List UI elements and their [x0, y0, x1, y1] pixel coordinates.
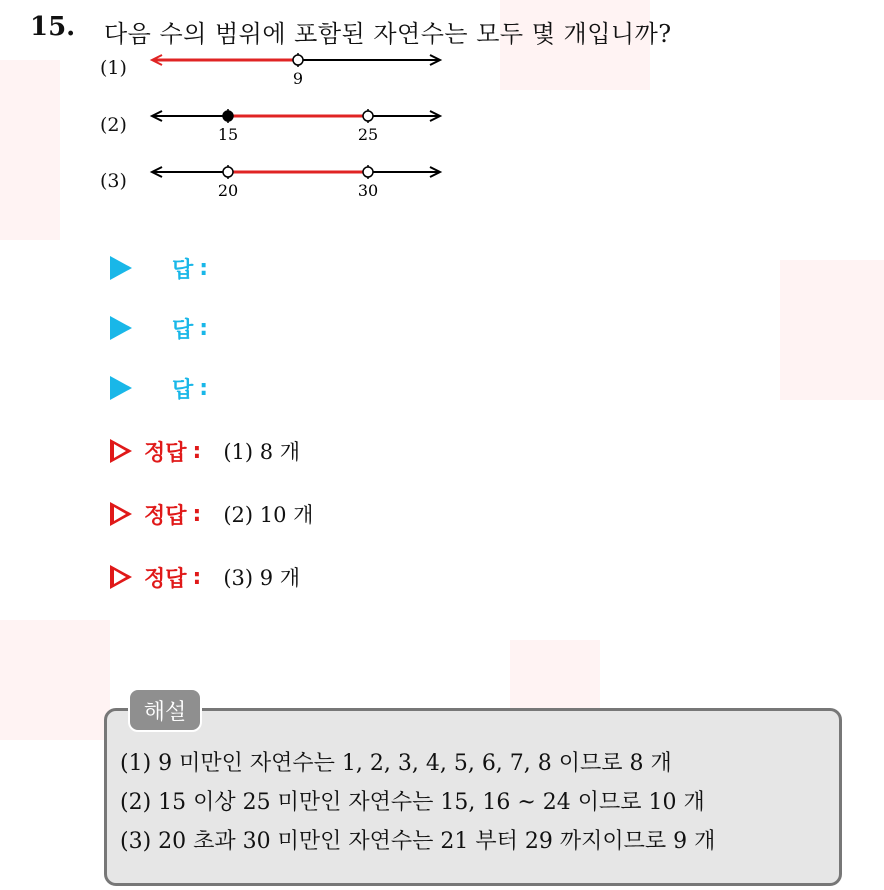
outline-triangle-icon [110, 439, 132, 463]
answer-colon: : [199, 375, 209, 401]
play-triangle-icon [110, 316, 132, 340]
correct-answer-colon: : [192, 438, 202, 464]
answer-prompt-3[interactable] [110, 368, 208, 408]
explanation-line: (2) 15 이상 25 미만인 자연수는 15, 16 ~ 24 이므로 10 개 [120, 790, 705, 815]
tick-label: 20 [217, 181, 239, 200]
correct-answer-label: 정답 [144, 440, 187, 466]
open-point-icon [363, 111, 373, 121]
correct-answer-value: (3) 9 개 [223, 566, 301, 590]
background-watermark [780, 260, 884, 400]
question-text: 다음 수의 범위에 포함된 자연수는 모두 몇 개입니까? [104, 20, 672, 48]
number-line-label: (1) [100, 57, 127, 79]
answer-prompt-2[interactable] [110, 308, 208, 348]
correct-answer-2 [110, 494, 313, 534]
number-line-1 [140, 44, 450, 90]
open-point-icon [293, 55, 303, 65]
background-watermark [0, 60, 60, 240]
play-triangle-icon [110, 256, 132, 280]
answer-label: 답 [172, 317, 194, 343]
correct-answer-label: 정답 [144, 566, 187, 592]
answer-prompt-1[interactable] [110, 248, 208, 288]
number-line-label: (2) [100, 114, 127, 136]
number-line-3 [140, 156, 450, 202]
answer-label: 답 [172, 377, 194, 403]
number-line-label: (3) [100, 170, 127, 192]
explanation-tag: 해설 [128, 688, 202, 732]
answer-colon: : [199, 255, 209, 281]
closed-point-icon [223, 111, 233, 121]
tick-label: 9 [292, 69, 304, 88]
correct-answer-value: (2) 10 개 [223, 503, 314, 527]
number-line-2 [140, 100, 450, 146]
tick-label: 25 [357, 125, 379, 144]
answer-colon: : [199, 315, 209, 341]
correct-answer-1 [110, 431, 300, 471]
outline-triangle-icon [110, 502, 132, 526]
background-watermark [0, 620, 110, 740]
correct-answer-3 [110, 557, 300, 597]
question-number: 15. [30, 12, 76, 42]
open-point-icon [223, 167, 233, 177]
tick-label: 15 [217, 125, 239, 144]
correct-answer-value: (1) 8 개 [223, 440, 301, 464]
explanation-line: (1) 9 미만인 자연수는 1, 2, 3, 4, 5, 6, 7, 8 이므로 8 개 [120, 751, 672, 776]
background-watermark [510, 640, 600, 710]
explanation-line: (3) 20 초과 30 미만인 자연수는 21 부터 29 까지이므로 9 개 [120, 829, 716, 854]
open-point-icon [363, 167, 373, 177]
correct-answer-colon: : [192, 564, 202, 590]
tick-label: 30 [357, 181, 379, 200]
outline-triangle-icon [110, 565, 132, 589]
answer-label: 답 [172, 257, 194, 283]
play-triangle-icon [110, 376, 132, 400]
correct-answer-colon: : [192, 501, 202, 527]
correct-answer-label: 정답 [144, 503, 187, 529]
